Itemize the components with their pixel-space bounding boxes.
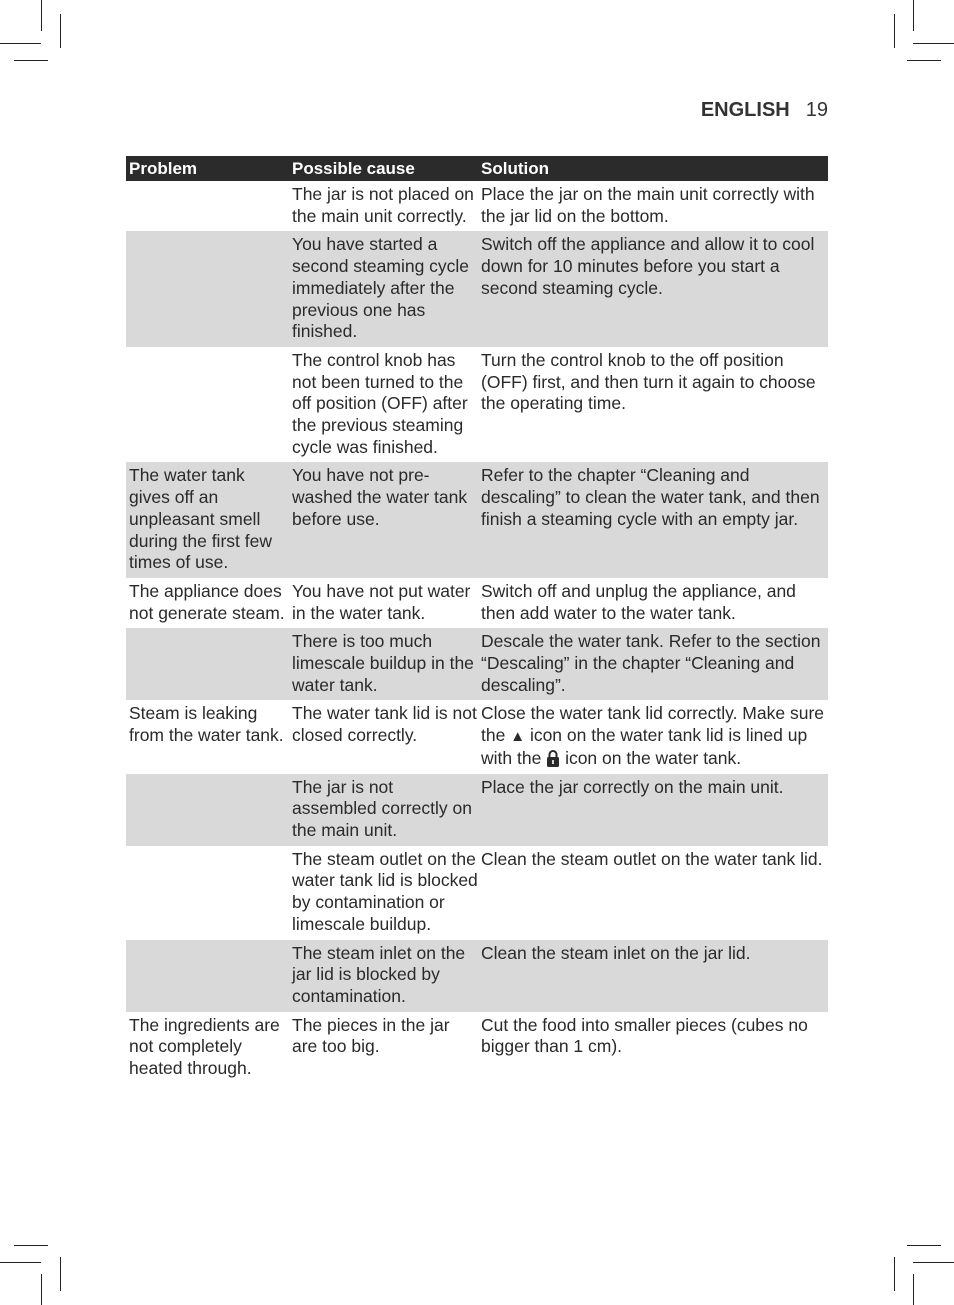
solution-cell: Switch off and unplug the appliance, and then add water to the water tank. [481,580,796,623]
table-row [126,846,828,940]
header-problem: Problem [129,159,198,178]
solution-cell: Place the jar correctly on the main unit. [481,776,784,797]
solution-cell: Clean the steam inlet on the jar lid. [481,942,751,963]
table-row [126,774,828,846]
crop-mark [913,1262,954,1263]
solution-cell: Refer to the chapter “Cleaning and descaling” to clean the water tank, and then finish a steaming cycle with an empty jar. [481,465,820,529]
cause-cell: The steam outlet on the water tank lid is blocked by contamination or limescale buildup. [292,848,478,934]
crop-mark [0,43,41,44]
solution-cell: Cut the food into smaller pieces (cubes no bigger than 1 cm). [481,1014,808,1057]
crop-mark [894,1257,895,1291]
solution-cell [478,700,828,773]
solution-cell: Switch off the appliance and allow it to cool down for 10 minutes before you start a second steaming cycle. [481,234,815,298]
crop-mark [894,14,895,48]
solution-cell: Place the jar on the main unit correctly with the jar lid on the bottom. [481,184,815,226]
cause-cell: The control knob has not been turned to the off position (OFF) after the previous steaming cycle was finished. [292,349,468,457]
problem-cell [126,940,289,1012]
language-label: ENGLISH [700,99,790,121]
table-row [126,700,828,773]
cause-cell: The steam inlet on the jar lid is blocked by contamination. [292,942,466,1006]
cause-cell: You have started a second steaming cycle immediately after the previous one has finished. [292,234,470,342]
problem-cell [126,774,289,846]
cause-cell: The jar is not placed on the main unit correctly. [292,184,474,226]
crop-mark [60,1257,61,1291]
triangle-up-icon: ▲ [510,728,526,746]
cause-cell: You have not pre-washed the water tank before use. [292,465,468,529]
crop-mark [913,43,954,44]
lock-icon [546,749,560,767]
troubleshooting-table [126,156,828,1084]
crop-mark [41,0,42,31]
table-row [126,181,828,231]
solution-text: icon on the water tank. [565,747,742,768]
crop-mark [41,1274,42,1305]
cause-cell: The pieces in the jar are too big. [292,1014,450,1057]
table-row [126,462,828,578]
header-solution: Solution [481,159,549,178]
problem-cell [126,846,289,940]
table-row [126,628,828,700]
solution-cell: Clean the steam outlet on the water tank lid. [481,848,823,869]
problem-cell: The appliance does not generate steam. [129,580,285,623]
crop-mark [14,60,48,61]
problem-cell: The water tank gives off an unpleasant smell during the first few times of use. [129,465,272,573]
table-row [126,347,828,463]
problem-cell [126,347,289,463]
crop-mark [907,1245,941,1246]
cause-cell: The jar is not assembled correctly on the main unit. [292,776,472,840]
solution-text: icon on the water tank lid is lined up with the [481,725,808,768]
cause-cell: There is too much limescale buildup in the water tank. [292,631,474,695]
problem-cell [126,181,289,231]
table-header [126,156,828,181]
crop-mark [907,60,941,61]
table-row [126,578,828,628]
solution-cell: Descale the water tank. Refer to the section “Descaling” in the chapter “Cleaning and descaling”. [481,631,821,695]
problem-cell: Steam is leaking from the water tank. [129,703,284,746]
table-row [126,1012,828,1084]
header-cause: Possible cause [292,159,415,178]
problem-cell [126,628,289,700]
page-header [600,99,828,122]
crop-mark [0,1262,41,1263]
solution-cell: Turn the control knob to the off position (OFF) first, and then turn it again to choose the operating time. [481,349,816,414]
table-row [126,940,828,1012]
cause-cell: The water tank lid is not closed correctly. [292,703,477,746]
crop-mark [60,14,61,48]
problem-cell [126,231,289,347]
table-row [126,231,828,347]
crop-mark [913,0,914,31]
cause-cell: You have not put water in the water tank. [292,580,471,623]
crop-mark [913,1274,914,1305]
problem-cell: The ingredients are not completely heated through. [129,1014,280,1079]
page-number: 19 [805,99,828,121]
solution-text: Close the water tank lid correctly. Make sure the [481,703,825,746]
crop-mark [14,1245,48,1246]
